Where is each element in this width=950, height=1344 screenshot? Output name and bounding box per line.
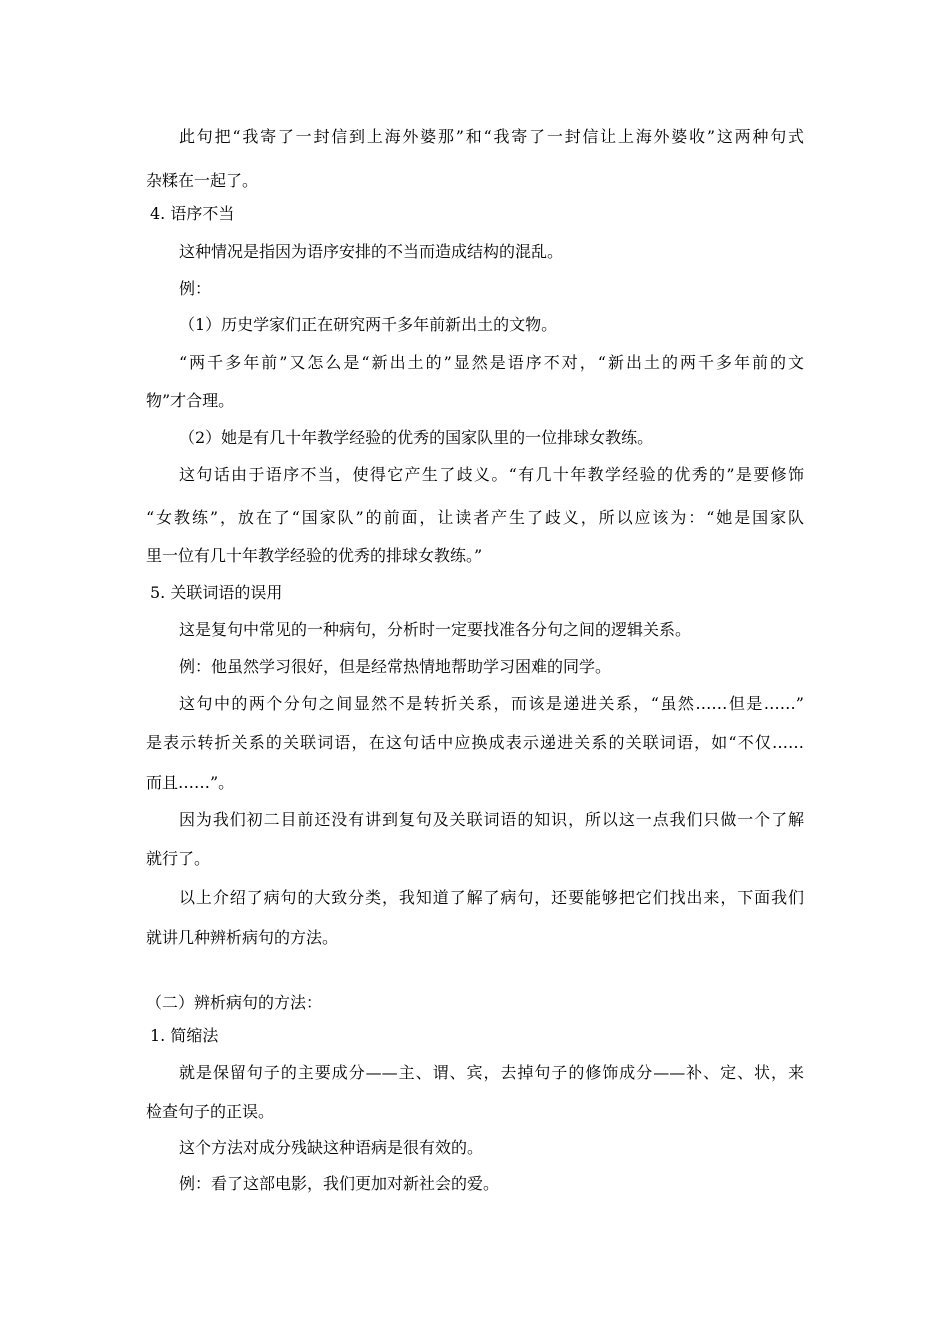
paragraph-line: “两千多年前”又怎么是“新出土的”显然是语序不对，“新出土的两千多年前的文 bbox=[179, 353, 804, 372]
example-line: （1）历史学家们正在研究两千多年前新出土的文物。 bbox=[179, 315, 558, 334]
example-line: 例：他虽然学习很好，但是经常热情地帮助学习困难的同学。 bbox=[179, 657, 612, 676]
paragraph-line: 这句中的两个分句之间显然不是转折关系，而该是递进关系，“虽然……但是……” bbox=[179, 694, 804, 713]
paragraph-line: 物”才合理。 bbox=[146, 391, 235, 410]
section-heading: 4. 语序不当 bbox=[150, 204, 235, 223]
section-heading: 5. 关联词语的误用 bbox=[150, 583, 283, 602]
paragraph-line: 以上介绍了病句的大致分类，我知道了解了病句，还要能够把它们找出来，下面我们 bbox=[179, 888, 804, 907]
paragraph-line: 例： bbox=[179, 279, 212, 298]
paragraph-line: 杂糅在一起了。 bbox=[146, 171, 259, 190]
paragraph-line: “女教练”，放在了“国家队”的前面，让读者产生了歧义，所以应该为：“她是国家队 bbox=[146, 508, 804, 527]
section-heading: 1. 简缩法 bbox=[150, 1026, 219, 1045]
paragraph-line: 检查句子的正误。 bbox=[146, 1102, 275, 1121]
paragraph-line: 就讲几种辨析病句的方法。 bbox=[146, 928, 339, 947]
example-line: （2）她是有几十年教学经验的优秀的国家队里的一位排球女教练。 bbox=[179, 428, 654, 447]
paragraph-line: 这句话由于语序不当，使得它产生了歧义。“有几十年教学经验的优秀的”是要修饰 bbox=[179, 465, 804, 484]
paragraph-line: 就是保留句子的主要成分——主、谓、宾，去掉句子的修饰成分——补、定、状，来 bbox=[179, 1063, 804, 1082]
paragraph-line: 里一位有几十年教学经验的优秀的排球女教练。” bbox=[146, 546, 483, 565]
paragraph-line: 这个方法对成分残缺这种语病是很有效的。 bbox=[179, 1138, 484, 1157]
paragraph-line: 是表示转折关系的关联词语，在这句话中应换成表示递进关系的关联词语，如“不仅…… bbox=[146, 733, 804, 752]
paragraph-line: 因为我们初二目前还没有讲到复句及关联词语的知识，所以这一点我们只做一个了解 bbox=[179, 810, 804, 829]
section-heading: （二）辨析病句的方法： bbox=[146, 993, 323, 1012]
paragraph-line: 而且……”。 bbox=[146, 773, 235, 792]
paragraph-line: 这种情况是指因为语序安排的不当而造成结构的混乱。 bbox=[179, 242, 564, 261]
paragraph-line: 就行了。 bbox=[146, 849, 211, 868]
paragraph-line: 这是复句中常见的一种病句，分析时一定要找准各分句之间的逻辑关系。 bbox=[179, 620, 692, 639]
paragraph-line: 此句把“我寄了一封信到上海外婆那”和“我寄了一封信让上海外婆收”这两种句式 bbox=[179, 127, 804, 146]
example-line: 例：看了这部电影，我们更加对新社会的爱。 bbox=[179, 1174, 500, 1193]
